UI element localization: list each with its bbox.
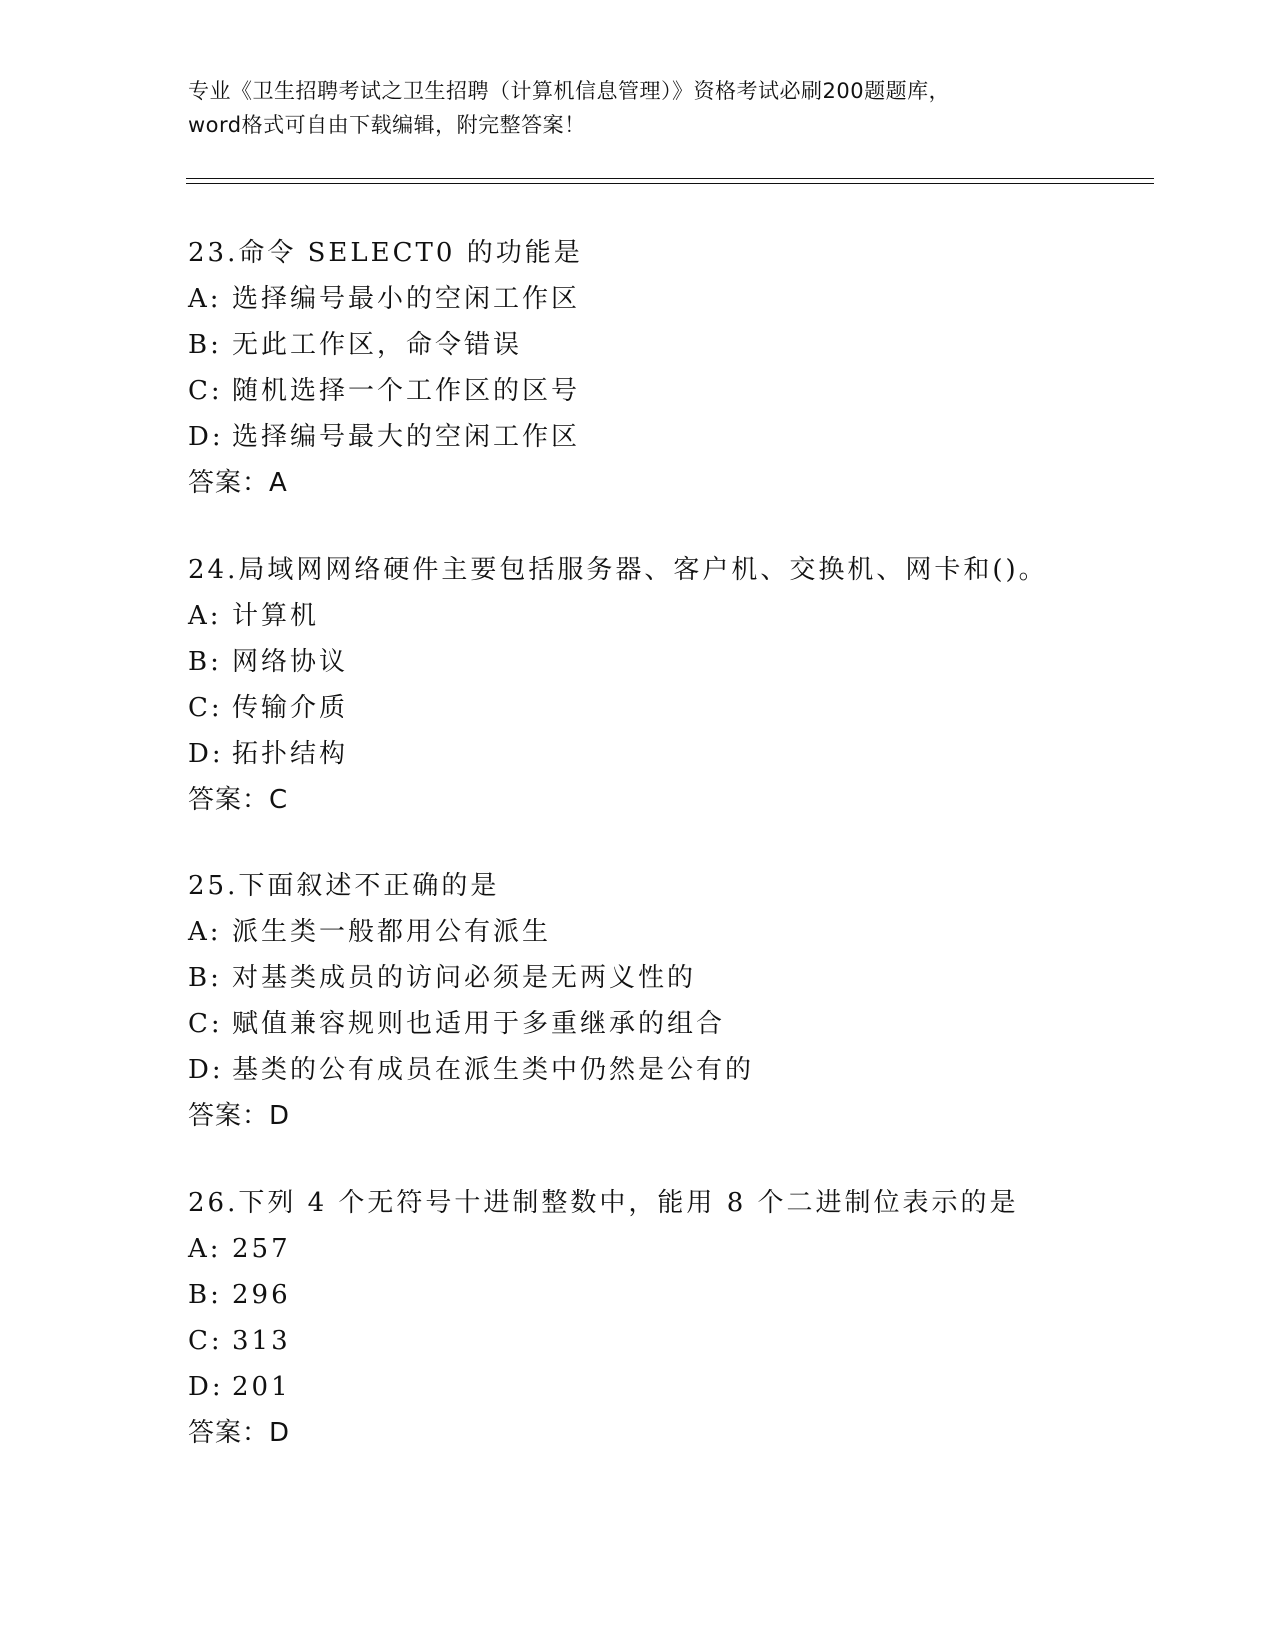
option-key: D: [188,422,224,452]
option-key: B: [188,963,222,993]
option-text: 313 [232,1326,291,1356]
answer-line: 答案：A [188,468,288,498]
question-number: 24. [188,555,239,585]
option-text: 选择编号最大的空闲工作区 [232,422,581,452]
option-text: 对基类成员的访问必须是无两义性的 [232,963,697,993]
option-key: A: [188,917,222,947]
header-title-line-2: word格式可自由下载编辑，附完整答案！ [188,113,586,137]
option-key: B: [188,1280,222,1310]
option-key: B: [188,330,222,360]
option-a [188,593,1168,639]
question-number: 25. [188,871,239,901]
option-text: 无此工作区，命令错误 [232,330,523,360]
option-text: 派生类一般都用公有派生 [232,917,552,947]
question-text: 下面叙述不正确的是 [238,871,500,901]
option-key: C: [188,376,223,406]
option-text: 网络协议 [232,647,349,677]
option-text: 赋值兼容规则也适用于多重继承的组合 [232,1009,726,1039]
option-text: 基类的公有成员在派生类中仍然是公有的 [232,1055,755,1085]
option-text: 201 [232,1372,291,1402]
question-number: 23. [188,238,239,268]
option-key: B: [188,647,222,677]
question-stem [188,1180,1168,1226]
option-key: C: [188,1326,223,1356]
answer-line: 答案：C [188,785,289,815]
header-title-line-1: 专业《卫生招聘考试之卫生招聘（计算机信息管理）》资格考试必刷200题题库， [188,79,951,103]
question-stem [188,547,1168,593]
option-text: 随机选择一个工作区的区号 [232,376,581,406]
option-key: C: [188,693,223,723]
option-b [188,955,1168,1001]
document-header [188,74,1088,142]
option-key: C: [188,1009,223,1039]
option-c [188,1001,1168,1047]
question-stem [188,230,1168,276]
option-text: 选择编号最小的空闲工作区 [232,284,581,314]
option-c [188,368,1168,414]
option-b [188,322,1168,368]
option-d [188,1364,1168,1410]
option-c [188,1318,1168,1364]
answer-line: 答案：D [188,1418,291,1448]
option-text: 拓扑结构 [232,739,349,769]
option-c [188,685,1168,731]
question-number: 26. [188,1188,239,1218]
option-b [188,639,1168,685]
answer-line: 答案：D [188,1101,291,1131]
option-d [188,1047,1168,1093]
header-divider-bottom [186,183,1154,184]
option-text: 计算机 [232,601,320,631]
option-d [188,414,1168,460]
option-a [188,909,1168,955]
option-key: A: [188,1234,222,1264]
option-text: 传输介质 [232,693,349,723]
header-divider-top [186,178,1154,179]
option-b [188,1272,1168,1318]
option-text: 296 [232,1280,291,1310]
question-26 [188,1180,1168,1456]
question-stem [188,863,1168,909]
option-key: D: [188,1055,224,1085]
option-d [188,731,1168,777]
question-25 [188,863,1168,1139]
question-24 [188,547,1168,823]
question-23 [188,230,1168,506]
question-text: 局域网网络硬件主要包括服务器、客户机、交换机、网卡和()。 [238,555,1048,585]
option-key: D: [188,1372,224,1402]
question-text: 命令 SELECT0 的功能是 [238,238,583,268]
option-key: A: [188,601,222,631]
option-a [188,276,1168,322]
option-key: D: [188,739,224,769]
question-text: 下列 4 个无符号十进制整数中，能用 8 个二进制位表示的是 [238,1188,1019,1218]
option-a [188,1226,1168,1272]
option-text: 257 [232,1234,291,1264]
option-key: A: [188,284,222,314]
